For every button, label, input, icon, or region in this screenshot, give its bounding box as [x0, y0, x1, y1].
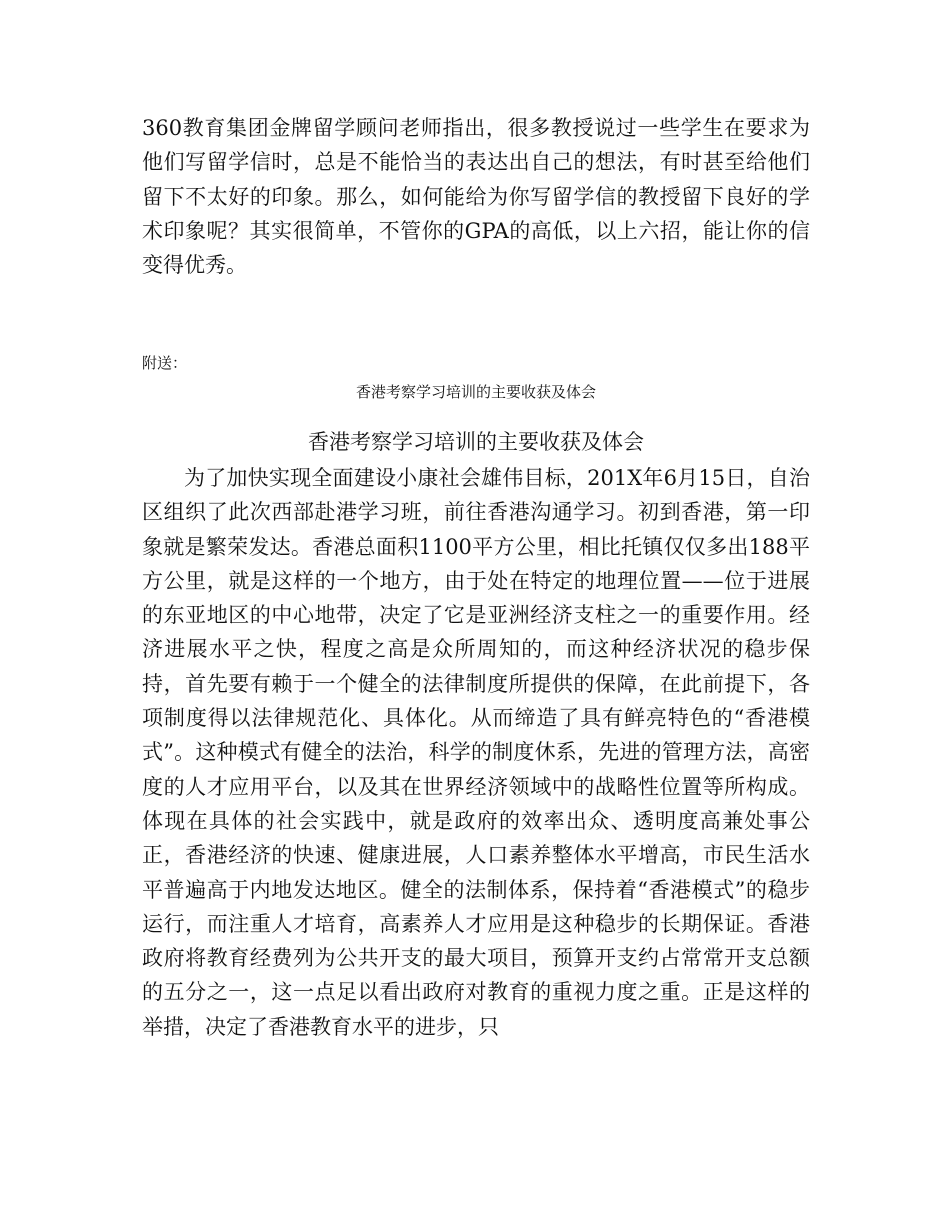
appendix-small-title: 香港考察学习培训的主要收获及体会 [355, 383, 596, 401]
intro-paragraph: 360教育集团金牌留学顾问老师指出，很多教授说过一些学生在要求为他们写留学信时，总是不能恰当的表达出自己的想法，有时甚至给他们留下不太好的印象。那么，如何能给为你写留学信的教授留下良好的学术印象呢？其实很简单，不管你的GPA的高低，以上六招，能让你的信变得优秀。 [142, 116, 810, 278]
article-title: 香港考察学习培训的主要收获及体会 [308, 430, 644, 454]
article-body: 为了加快实现全面建设小康社会雄伟目标，201X年6月15日，自治区组织了此次西部赴港学习班，前往香港沟通学习。初到香港，第一印象就是繁荣发达。香港总面积1100平方公里，相比托镇仅仅多出188平方公里，就是这样的一个地方，由于处在特定的地理位置——位于进展的东亚地区的中心地带，决定了它是亚洲经济支柱之一的重要作用。经济进展水平之快，程度之高是众所周知的，而这种经济状况的稳步保持，首先要有赖于一个健全的法律制度所提供的保障，在此前提下，各项制度得以法律规范化、具体化。从而缔造了具有鲜亮特色的“香港模式”。这种模式有健全的法治，科学的制度休系，先进的管理方法，高密度的人才应用平台，以及其在世界经济领域中的战略性位置等所构成。体现在具体的社会实践中，就是政府的效率出众、透明度高兼处事公正，香港经济的快速、健康进展，人口素养整体水平增高，市民生活水平普遍高于内地发达地区。健全的法制体系，保持着“香港模式”的稳步运行，而注重人才培育，高素养人才应用是这种稳步的长期保证。香港政府将教育经费列为公共开支的最大项目，预算开支约占常常开支总额的五分之一，这一点足以看出政府对教育的重视力度之重。正是这样的举措，决定了香港教育水平的进步，只 [142, 466, 810, 1039]
appendix-label: 附送： [142, 354, 188, 372]
